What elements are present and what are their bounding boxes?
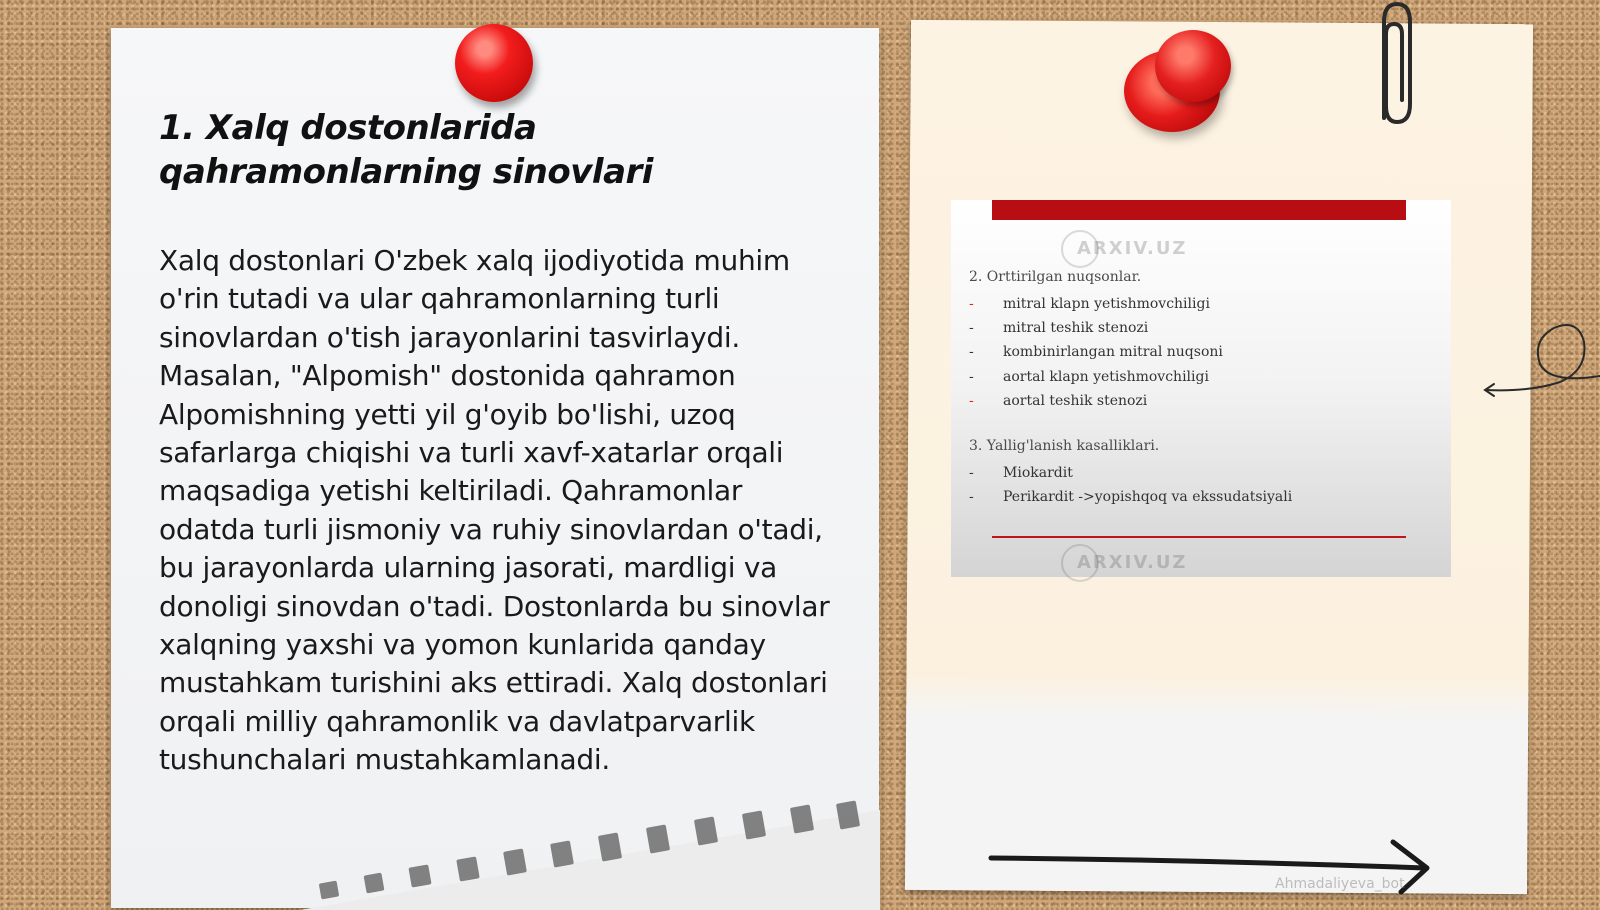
left-note-paper	[111, 28, 879, 908]
watermark: ARXIV.UZ	[1077, 238, 1188, 259]
credit-text: Ahmadaliyeva_bot	[1275, 876, 1405, 892]
paperclip-icon	[1370, 0, 1420, 130]
list-item: - aortal klapn yetishmovchiligi	[969, 368, 1209, 385]
left-note-body: Xalq dostonlari O'zbek xalq ijodiyotida muhim o'rin tutadi va ular qahramonlarning turli sinovlardan o'tish jarayonlarini tasvirlaydi. Masalan, "Alpomish" dostonida qahramon Alpomishning yetti yil g'oyib bo'lishi, uzoq safarlarga chiqishi va turli xavf-xatarlar orqali maqsadiga yetishi keltiriladi. Qahramonlar odatda turli jismoniy va ruhiy sinovlardan o'tadi, bu jarayonlarda ularning jasorati, mardligi va donoligi sinovdan o'tadi. Dostonlarda bu sinovlar xalqning yaxshi va yomon kunlarida qanday mustahkam turishini aks ettiradi. Xalq dostonlari orqali milliy qahramonlik va davlatparvarlik tushunchalari mustahkamlanadi.	[159, 244, 830, 777]
document-image	[951, 200, 1451, 577]
red-pushpin-icon	[455, 24, 533, 102]
list-item: - Miokardit	[969, 465, 1073, 481]
left-note-title: 1. Xalq dostonlarida qahramonlarning sinovlari	[159, 108, 653, 192]
list-item: - aortal teshik stenozi	[969, 392, 1148, 409]
list-item: - Perikardit ->yopishqoq va ekssudatsiyali	[969, 489, 1293, 506]
section-3-list	[969, 461, 1292, 509]
section-3-heading: 3. Yallig'lanish kasalliklari.	[969, 438, 1160, 454]
list-item: - kombinirlangan mitral nuqsoni	[969, 344, 1223, 361]
curl-arrow-doodle-icon	[1480, 310, 1600, 410]
list-item: - mitral klapn yetishmovchiligi	[969, 296, 1210, 312]
doc-header-bar	[992, 200, 1406, 220]
list-item: - mitral teshik stenozi	[969, 320, 1149, 337]
torn-edge-decoration	[300, 800, 880, 910]
doc-footer-rule	[992, 536, 1406, 538]
watermark: ARXIV.UZ	[1077, 552, 1188, 573]
red-pushpin-icon	[1155, 30, 1231, 102]
section-2-list	[969, 292, 1223, 413]
section-2-heading: 2. Orttirilgan nuqsonlar.	[969, 269, 1142, 285]
